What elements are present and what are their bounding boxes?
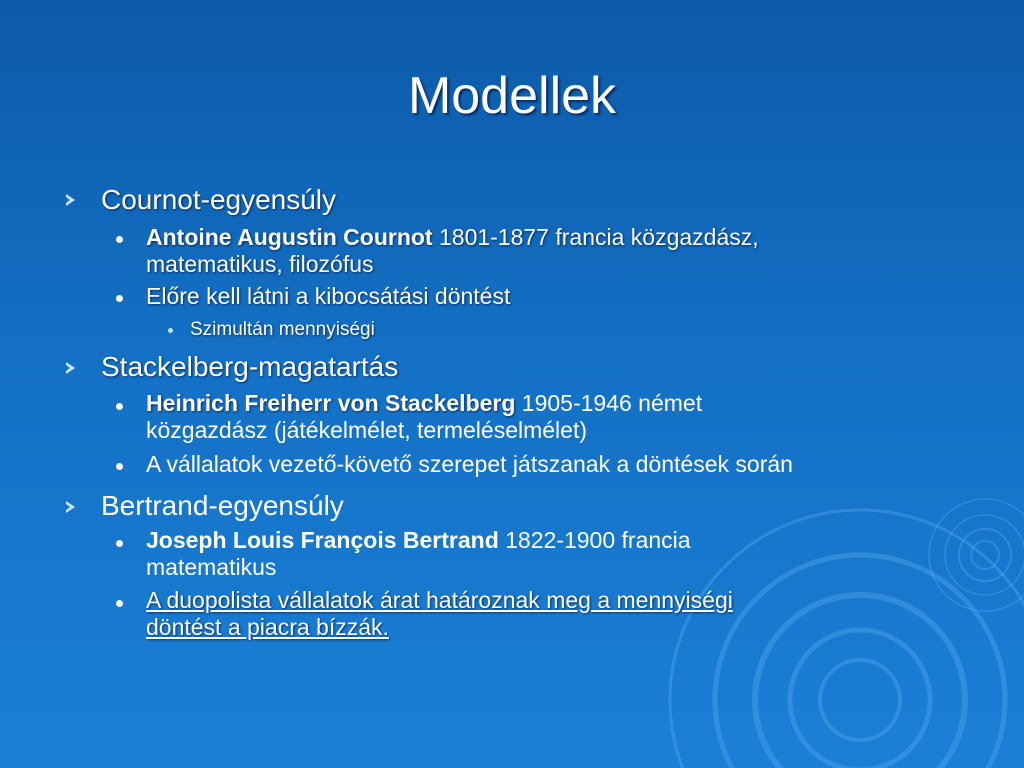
bullet-text: matematikus, filozófus [146,251,374,277]
bullet-text: 1822-1900 francia [498,527,691,553]
sub-bullet-simultaneous: Szimultán mennyiségi [190,319,375,340]
arrow-bullet-icon [66,194,75,206]
bullet-icon [116,403,123,410]
arrow-bullet-icon [66,501,75,513]
section-heading-cournot: Cournot-egyensúly [101,184,337,215]
bullet-bertrand-bio [146,527,946,581]
bullet-text: közgazdász (játékelmélet, termeléselmélet) [146,417,588,443]
section-heading-bertrand: Bertrand-egyensúly [101,490,344,521]
bullet-icon [116,295,123,302]
bullet-cournot-bio [146,224,946,278]
person-name-bertrand: Joseph Louis François Bertrand [146,527,499,553]
person-name-cournot: Antoine Augustin Cournot [146,224,433,250]
bullet-text: döntést a piacra bízzák. [146,614,389,640]
bullet-cournot-output: Előre kell látni a kibocsátási döntést [146,283,511,309]
bullet-icon [116,600,123,607]
bullet-duopoly-price [146,587,946,641]
bullet-stackelberg-bio [146,390,946,444]
bullet-icon [116,236,123,243]
slide-title: Modellek [407,67,617,125]
bullet-text: A duopolista vállalatok árat határoznak meg a mennyiségi [146,587,733,613]
bullet-text: 1801-1877 francia közgazdász, [432,224,759,250]
bullet-text: matematikus [146,554,277,580]
bullet-leader-follower: A vállalatok vezető-követő szerepet játszanak a döntések során [146,451,793,477]
arrow-bullet-icon [66,362,75,374]
section-heading-stackelberg: Stackelberg-magatartás [101,351,399,382]
person-name-stackelberg: Heinrich Freiherr von Stackelberg [146,390,516,416]
bullet-icon [116,463,123,470]
bullet-text: 1905-1946 német [515,390,703,416]
bullet-icon [116,540,123,547]
sub-bullet-icon [168,328,173,333]
